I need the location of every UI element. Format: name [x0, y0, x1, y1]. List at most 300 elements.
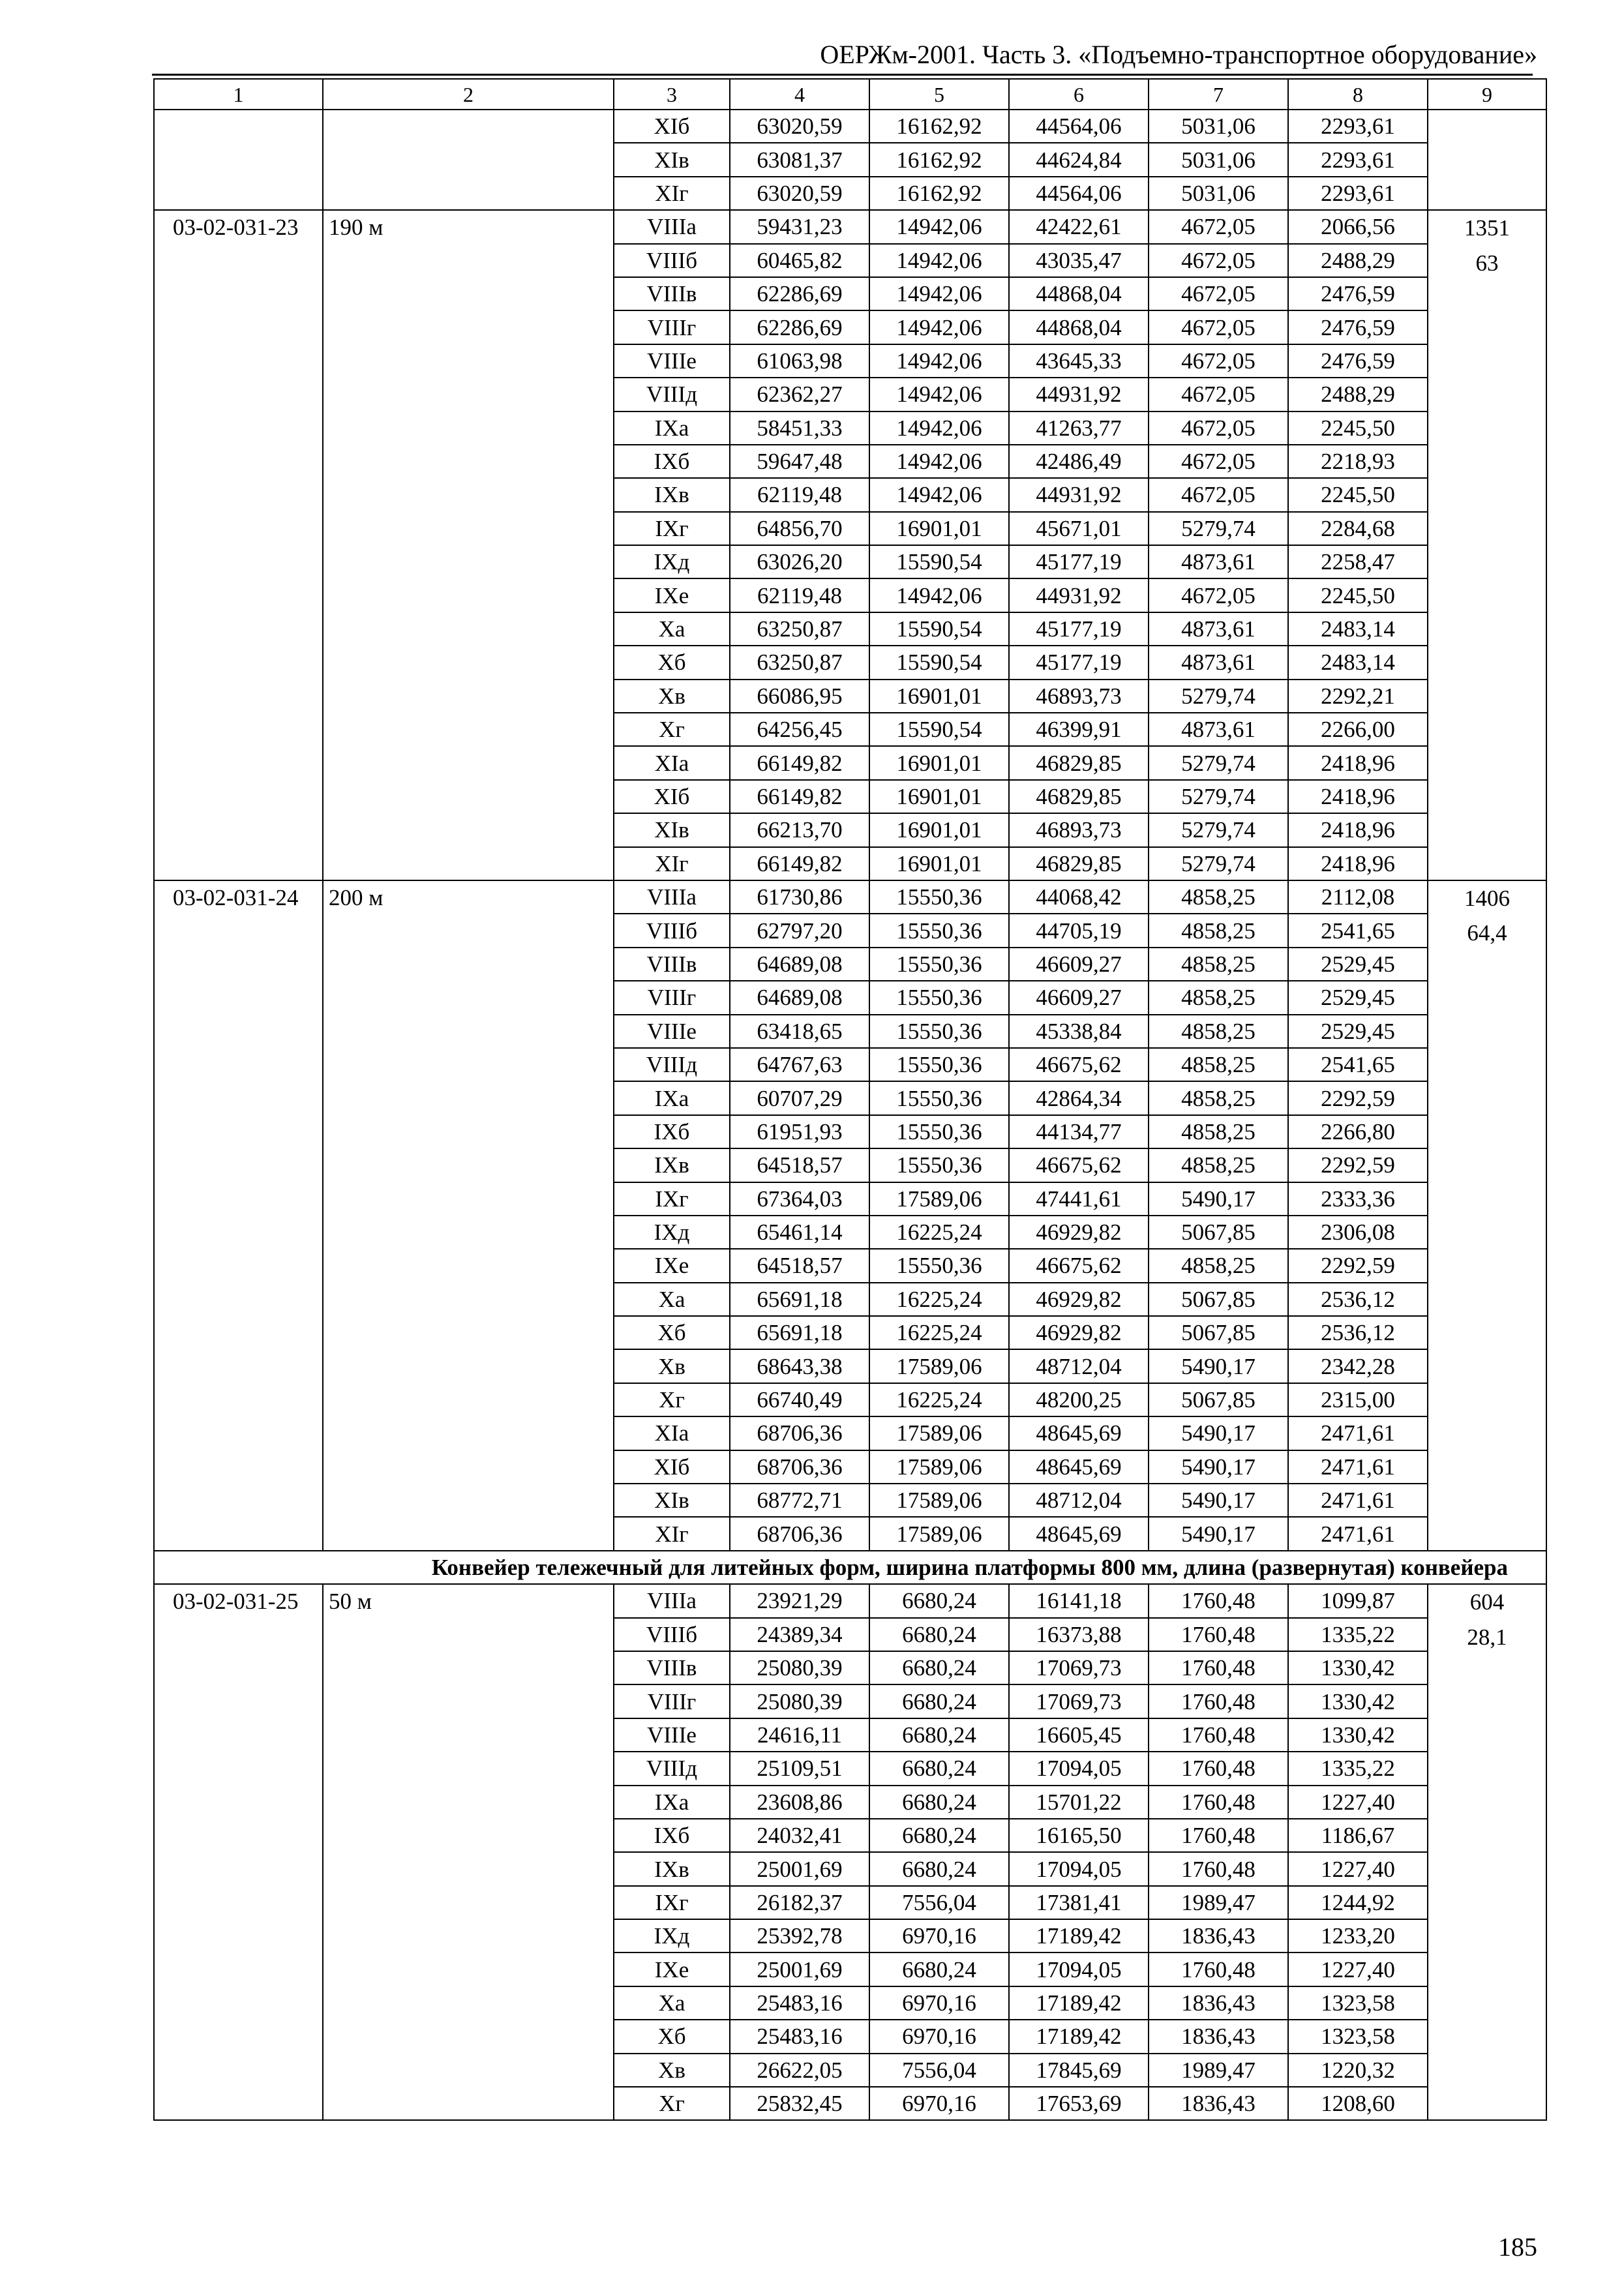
value-cell: 1760,48	[1149, 1651, 1288, 1684]
zone-cell: Xв	[614, 2054, 730, 2087]
table-body	[154, 79, 1546, 2120]
value-cell: 46675,62	[1009, 1148, 1149, 1182]
value-cell: 46399,91	[1009, 713, 1149, 746]
value-cell: 4672,05	[1149, 445, 1288, 478]
value-cell: 17189,42	[1009, 1919, 1149, 1952]
zone-cell: Xб	[614, 1316, 730, 1349]
value-cell: 15550,36	[869, 1115, 1009, 1148]
value-cell: 1836,43	[1149, 1986, 1288, 2020]
zone-cell: XIв	[614, 1484, 730, 1517]
value-cell: 5067,85	[1149, 1283, 1288, 1316]
value-cell: 2529,45	[1288, 948, 1428, 981]
value-cell: 2488,29	[1288, 244, 1428, 277]
value-cell: 26622,05	[730, 2054, 869, 2087]
zone-cell: XIб	[614, 1450, 730, 1484]
value-cell: 44134,77	[1009, 1115, 1149, 1148]
value-cell: 16901,01	[869, 813, 1009, 846]
value-cell: 4858,25	[1149, 1249, 1288, 1282]
value-cell: 46675,62	[1009, 1249, 1149, 1282]
value-cell: 7556,04	[869, 2054, 1009, 2087]
column-header: 8	[1288, 79, 1428, 110]
value-cell: 17589,06	[869, 1182, 1009, 1216]
value-cell: 17589,06	[869, 1517, 1009, 1550]
value-cell: 68706,36	[730, 1416, 869, 1450]
rates-table	[153, 78, 1547, 2121]
value-cell: 64518,57	[730, 1249, 869, 1282]
col9-value: 64,4	[1467, 920, 1507, 946]
value-cell: 5279,74	[1149, 680, 1288, 713]
value-cell: 16901,01	[869, 680, 1009, 713]
value-cell: 5279,74	[1149, 847, 1288, 880]
value-cell: 48712,04	[1009, 1484, 1149, 1517]
col9-cell	[1428, 210, 1546, 880]
value-cell: 5279,74	[1149, 512, 1288, 545]
value-cell: 2315,00	[1288, 1383, 1428, 1416]
item-code: 03-02-031-23	[154, 210, 323, 880]
value-cell: 2333,36	[1288, 1182, 1428, 1216]
zone-cell: VIIIг	[614, 981, 730, 1014]
value-cell: 66213,70	[730, 813, 869, 846]
value-cell: 24032,41	[730, 1819, 869, 1852]
value-cell: 46829,85	[1009, 847, 1149, 880]
value-cell: 1186,67	[1288, 1819, 1428, 1852]
zone-cell: VIIIб	[614, 1618, 730, 1651]
value-cell: 62119,48	[730, 478, 869, 511]
value-cell: 2066,56	[1288, 210, 1428, 243]
zone-cell: XIа	[614, 1416, 730, 1450]
value-cell: 1220,32	[1288, 2054, 1428, 2087]
col9-cell	[1428, 110, 1546, 210]
value-cell: 15590,54	[869, 646, 1009, 679]
value-cell: 2258,47	[1288, 545, 1428, 578]
value-cell: 58451,33	[730, 411, 869, 445]
table-row	[154, 880, 1546, 914]
value-cell: 2476,59	[1288, 310, 1428, 344]
value-cell: 15550,36	[869, 1148, 1009, 1182]
value-cell: 6970,16	[869, 1919, 1009, 1952]
value-cell: 17589,06	[869, 1416, 1009, 1450]
column-header: 5	[869, 79, 1009, 110]
section-row	[154, 1551, 1546, 1584]
value-cell: 6680,24	[869, 1852, 1009, 1885]
value-cell: 46609,27	[1009, 948, 1149, 981]
value-cell: 5067,85	[1149, 1383, 1288, 1416]
value-cell: 66149,82	[730, 746, 869, 779]
value-cell: 4672,05	[1149, 344, 1288, 378]
value-cell: 64689,08	[730, 981, 869, 1014]
value-cell: 5490,17	[1149, 1517, 1288, 1550]
value-cell: 4672,05	[1149, 578, 1288, 612]
zone-cell: VIIIв	[614, 277, 730, 310]
value-cell: 24616,11	[730, 1718, 869, 1752]
value-cell: 46893,73	[1009, 680, 1149, 713]
value-cell: 26182,37	[730, 1886, 869, 1919]
value-cell: 16225,24	[869, 1216, 1009, 1249]
value-cell: 2293,61	[1288, 143, 1428, 176]
value-cell: 44068,42	[1009, 880, 1149, 914]
value-cell: 14942,06	[869, 210, 1009, 243]
zone-cell: IXд	[614, 1919, 730, 1952]
value-cell: 66086,95	[730, 680, 869, 713]
value-cell: 1836,43	[1149, 2020, 1288, 2053]
value-cell: 5031,06	[1149, 177, 1288, 210]
value-cell: 1227,40	[1288, 1952, 1428, 1986]
value-cell: 2418,96	[1288, 813, 1428, 846]
value-cell: 16901,01	[869, 780, 1009, 813]
value-cell: 1760,48	[1149, 1684, 1288, 1718]
value-cell: 44868,04	[1009, 277, 1149, 310]
value-cell: 2536,12	[1288, 1316, 1428, 1349]
value-cell: 60707,29	[730, 1081, 869, 1115]
value-cell: 1227,40	[1288, 1852, 1428, 1885]
value-cell: 5490,17	[1149, 1182, 1288, 1216]
table-row	[154, 110, 1546, 143]
value-cell: 1233,20	[1288, 1919, 1428, 1952]
value-cell: 6680,24	[869, 1651, 1009, 1684]
value-cell: 66740,49	[730, 1383, 869, 1416]
value-cell: 64767,63	[730, 1048, 869, 1081]
value-cell: 64256,45	[730, 713, 869, 746]
value-cell: 1989,47	[1149, 1886, 1288, 1919]
value-cell: 2245,50	[1288, 478, 1428, 511]
zone-cell: IXв	[614, 478, 730, 511]
value-cell: 46829,85	[1009, 780, 1149, 813]
value-cell: 2292,21	[1288, 680, 1428, 713]
zone-cell: IXд	[614, 1216, 730, 1249]
zone-cell: Xг	[614, 1383, 730, 1416]
value-cell: 66149,82	[730, 780, 869, 813]
value-cell: 62797,20	[730, 914, 869, 947]
value-cell: 15550,36	[869, 1081, 1009, 1115]
value-cell: 63020,59	[730, 177, 869, 210]
zone-cell: XIа	[614, 746, 730, 779]
zone-cell: IXа	[614, 411, 730, 445]
value-cell: 2292,59	[1288, 1148, 1428, 1182]
value-cell: 15701,22	[1009, 1786, 1149, 1819]
value-cell: 46929,82	[1009, 1316, 1149, 1349]
value-cell: 16605,45	[1009, 1718, 1149, 1752]
value-cell: 1760,48	[1149, 1718, 1288, 1752]
value-cell: 46893,73	[1009, 813, 1149, 846]
value-cell: 4672,05	[1149, 244, 1288, 277]
value-cell: 42486,49	[1009, 445, 1149, 478]
zone-cell: VIIIа	[614, 1584, 730, 1617]
table-row	[154, 1584, 1546, 1617]
zone-cell: XIг	[614, 1517, 730, 1550]
value-cell: 6970,16	[869, 2020, 1009, 2053]
value-cell: 16162,92	[869, 110, 1009, 143]
zone-cell: VIIIе	[614, 1015, 730, 1048]
value-cell: 17589,06	[869, 1484, 1009, 1517]
value-cell: 14942,06	[869, 244, 1009, 277]
value-cell: 14942,06	[869, 277, 1009, 310]
value-cell: 2218,93	[1288, 445, 1428, 478]
value-cell: 6970,16	[869, 1986, 1009, 2020]
value-cell: 62119,48	[730, 578, 869, 612]
value-cell: 4672,05	[1149, 277, 1288, 310]
value-cell: 45338,84	[1009, 1015, 1149, 1048]
value-cell: 15550,36	[869, 914, 1009, 947]
value-cell: 65461,14	[730, 1216, 869, 1249]
zone-cell: IXб	[614, 1115, 730, 1148]
value-cell: 46829,85	[1009, 746, 1149, 779]
value-cell: 25080,39	[730, 1651, 869, 1684]
value-cell: 5279,74	[1149, 813, 1288, 846]
value-cell: 1760,48	[1149, 1952, 1288, 1986]
value-cell: 25832,45	[730, 2087, 869, 2120]
zone-cell: VIIIд	[614, 1048, 730, 1081]
value-cell: 15550,36	[869, 1249, 1009, 1282]
value-cell: 1227,40	[1288, 1786, 1428, 1819]
value-cell: 1208,60	[1288, 2087, 1428, 2120]
value-cell: 6680,24	[869, 1684, 1009, 1718]
zone-cell: VIIIе	[614, 1718, 730, 1752]
value-cell: 15590,54	[869, 545, 1009, 578]
value-cell: 43645,33	[1009, 344, 1149, 378]
column-header: 1	[154, 79, 323, 110]
value-cell: 1330,42	[1288, 1651, 1428, 1684]
value-cell: 15550,36	[869, 1048, 1009, 1081]
value-cell: 2529,45	[1288, 1015, 1428, 1048]
value-cell: 61730,86	[730, 880, 869, 914]
page-number: 185	[1498, 2232, 1537, 2262]
value-cell: 25001,69	[730, 1952, 869, 1986]
value-cell: 47441,61	[1009, 1182, 1149, 1216]
value-cell: 17094,05	[1009, 1852, 1149, 1885]
value-cell: 15550,36	[869, 1015, 1009, 1048]
value-cell: 1323,58	[1288, 1986, 1428, 2020]
value-cell: 4873,61	[1149, 713, 1288, 746]
value-cell: 4858,25	[1149, 1048, 1288, 1081]
value-cell: 1244,92	[1288, 1886, 1428, 1919]
column-header: 9	[1428, 79, 1546, 110]
value-cell: 2306,08	[1288, 1216, 1428, 1249]
value-cell: 1760,48	[1149, 1752, 1288, 1785]
zone-cell: IXв	[614, 1148, 730, 1182]
value-cell: 14942,06	[869, 378, 1009, 411]
value-cell: 2284,68	[1288, 512, 1428, 545]
zone-cell: Xа	[614, 612, 730, 646]
value-cell: 2245,50	[1288, 411, 1428, 445]
value-cell: 2266,80	[1288, 1115, 1428, 1148]
value-cell: 4858,25	[1149, 880, 1288, 914]
value-cell: 63081,37	[730, 143, 869, 176]
col9-value: 1406	[1464, 885, 1510, 911]
zone-cell: VIIIг	[614, 310, 730, 344]
zone-cell: Xг	[614, 713, 730, 746]
value-cell: 59431,23	[730, 210, 869, 243]
value-cell: 4672,05	[1149, 310, 1288, 344]
value-cell: 2471,61	[1288, 1450, 1428, 1484]
value-cell: 68643,38	[730, 1349, 869, 1383]
zone-cell: Xа	[614, 1283, 730, 1316]
zone-cell: VIIIд	[614, 378, 730, 411]
value-cell: 1323,58	[1288, 2020, 1428, 2053]
value-cell: 6680,24	[869, 1952, 1009, 1986]
value-cell: 5279,74	[1149, 746, 1288, 779]
col9-value: 604	[1469, 1589, 1505, 1615]
zone-cell: IXб	[614, 445, 730, 478]
col9-value: 1351	[1464, 215, 1510, 241]
value-cell: 1335,22	[1288, 1618, 1428, 1651]
value-cell: 46929,82	[1009, 1216, 1149, 1249]
value-cell: 4858,25	[1149, 1148, 1288, 1182]
value-cell: 63418,65	[730, 1015, 869, 1048]
zone-cell: XIв	[614, 813, 730, 846]
zone-cell: VIIIе	[614, 344, 730, 378]
value-cell: 5490,17	[1149, 1484, 1288, 1517]
zone-cell: XIг	[614, 177, 730, 210]
value-cell: 15590,54	[869, 713, 1009, 746]
value-cell: 1335,22	[1288, 1752, 1428, 1785]
value-cell: 16165,50	[1009, 1819, 1149, 1852]
value-cell: 15550,36	[869, 981, 1009, 1014]
value-cell: 17845,69	[1009, 2054, 1149, 2087]
value-cell: 64689,08	[730, 948, 869, 981]
col9-value: 63	[1475, 250, 1499, 276]
value-cell: 5031,06	[1149, 110, 1288, 143]
page-header-title: ОЕРЖм-2001. Часть 3. «Подъемно-транспортное оборудование»	[820, 40, 1537, 69]
value-cell: 48712,04	[1009, 1349, 1149, 1383]
value-cell: 6680,24	[869, 1786, 1009, 1819]
value-cell: 68706,36	[730, 1517, 869, 1550]
value-cell: 15590,54	[869, 612, 1009, 646]
value-cell: 16373,88	[1009, 1618, 1149, 1651]
value-cell: 24389,34	[730, 1618, 869, 1651]
value-cell: 25392,78	[730, 1919, 869, 1952]
zone-cell: Xа	[614, 1986, 730, 2020]
zone-cell: XIб	[614, 110, 730, 143]
value-cell: 2418,96	[1288, 746, 1428, 779]
value-cell: 43035,47	[1009, 244, 1149, 277]
value-cell: 48645,69	[1009, 1450, 1149, 1484]
value-cell: 5067,85	[1149, 1316, 1288, 1349]
column-header: 7	[1149, 79, 1288, 110]
value-cell: 48645,69	[1009, 1416, 1149, 1450]
value-cell: 2293,61	[1288, 177, 1428, 210]
value-cell: 1760,48	[1149, 1852, 1288, 1885]
col9-cell	[1428, 880, 1546, 1551]
value-cell: 5279,74	[1149, 780, 1288, 813]
value-cell: 14942,06	[869, 411, 1009, 445]
value-cell: 45177,19	[1009, 646, 1149, 679]
value-cell: 45177,19	[1009, 545, 1149, 578]
column-header: 6	[1009, 79, 1149, 110]
section-title: Конвейер тележечный для литейных форм, ширина платформы 800 мм, длина (развернутая) конвейера	[154, 1551, 1546, 1584]
value-cell: 7556,04	[869, 1886, 1009, 1919]
column-header-row	[154, 79, 1546, 110]
value-cell: 44931,92	[1009, 578, 1149, 612]
value-cell: 62362,27	[730, 378, 869, 411]
value-cell: 4672,05	[1149, 378, 1288, 411]
value-cell: 4873,61	[1149, 612, 1288, 646]
value-cell: 2476,59	[1288, 344, 1428, 378]
item-code: 03-02-031-25	[154, 1584, 323, 2120]
value-cell: 1099,87	[1288, 1584, 1428, 1617]
zone-cell: VIIIв	[614, 1651, 730, 1684]
value-cell: 6680,24	[869, 1618, 1009, 1651]
value-cell: 16901,01	[869, 746, 1009, 779]
value-cell: 61063,98	[730, 344, 869, 378]
zone-cell: VIIIг	[614, 1684, 730, 1718]
value-cell: 1760,48	[1149, 1618, 1288, 1651]
value-cell: 15550,36	[869, 880, 1009, 914]
value-cell: 63250,87	[730, 646, 869, 679]
zone-cell: Xг	[614, 2087, 730, 2120]
value-cell: 5031,06	[1149, 143, 1288, 176]
value-cell: 17589,06	[869, 1349, 1009, 1383]
col9-value: 28,1	[1467, 1624, 1507, 1650]
value-cell: 2292,59	[1288, 1249, 1428, 1282]
value-cell: 25001,69	[730, 1852, 869, 1885]
value-cell: 1760,48	[1149, 1786, 1288, 1819]
value-cell: 4858,25	[1149, 1015, 1288, 1048]
value-cell: 2536,12	[1288, 1283, 1428, 1316]
value-cell: 16901,01	[869, 512, 1009, 545]
zone-cell: VIIIд	[614, 1752, 730, 1785]
value-cell: 14942,06	[869, 578, 1009, 612]
value-cell: 62286,69	[730, 277, 869, 310]
value-cell: 42422,61	[1009, 210, 1149, 243]
value-cell: 4873,61	[1149, 545, 1288, 578]
value-cell: 44705,19	[1009, 914, 1149, 947]
zone-cell: VIIIа	[614, 210, 730, 243]
value-cell: 46929,82	[1009, 1283, 1149, 1316]
value-cell: 17094,05	[1009, 1952, 1149, 1986]
value-cell: 68772,71	[730, 1484, 869, 1517]
value-cell: 63026,20	[730, 545, 869, 578]
zone-cell: IXе	[614, 1249, 730, 1282]
value-cell: 14942,06	[869, 445, 1009, 478]
value-cell: 2292,59	[1288, 1081, 1428, 1115]
value-cell: 44564,06	[1009, 177, 1149, 210]
value-cell: 25483,16	[730, 2020, 869, 2053]
zone-cell: IXг	[614, 512, 730, 545]
value-cell: 45671,01	[1009, 512, 1149, 545]
value-cell: 4858,25	[1149, 948, 1288, 981]
item-code: 03-02-031-24	[154, 880, 323, 1551]
value-cell: 1836,43	[1149, 1919, 1288, 1952]
table-row	[154, 210, 1546, 243]
zone-cell: Xв	[614, 680, 730, 713]
value-cell: 59647,48	[730, 445, 869, 478]
value-cell: 4858,25	[1149, 1115, 1288, 1148]
zone-cell: IXд	[614, 545, 730, 578]
value-cell: 2488,29	[1288, 378, 1428, 411]
value-cell: 46609,27	[1009, 981, 1149, 1014]
value-cell: 23921,29	[730, 1584, 869, 1617]
value-cell: 2342,28	[1288, 1349, 1428, 1383]
value-cell: 5490,17	[1149, 1416, 1288, 1450]
value-cell: 15550,36	[869, 948, 1009, 981]
value-cell: 17189,42	[1009, 2020, 1149, 2053]
zone-cell: IXг	[614, 1182, 730, 1216]
value-cell: 16225,24	[869, 1383, 1009, 1416]
value-cell: 1760,48	[1149, 1819, 1288, 1852]
value-cell: 48200,25	[1009, 1383, 1149, 1416]
value-cell: 17381,41	[1009, 1886, 1149, 1919]
value-cell: 4672,05	[1149, 210, 1288, 243]
value-cell: 45177,19	[1009, 612, 1149, 646]
value-cell: 25483,16	[730, 1986, 869, 2020]
zone-cell: IXб	[614, 1819, 730, 1852]
zone-cell: VIIIб	[614, 244, 730, 277]
item-code	[154, 110, 323, 210]
zone-cell: XIб	[614, 780, 730, 813]
value-cell: 6680,24	[869, 1584, 1009, 1617]
value-cell: 2266,00	[1288, 713, 1428, 746]
item-name: 200 м	[323, 880, 614, 1551]
